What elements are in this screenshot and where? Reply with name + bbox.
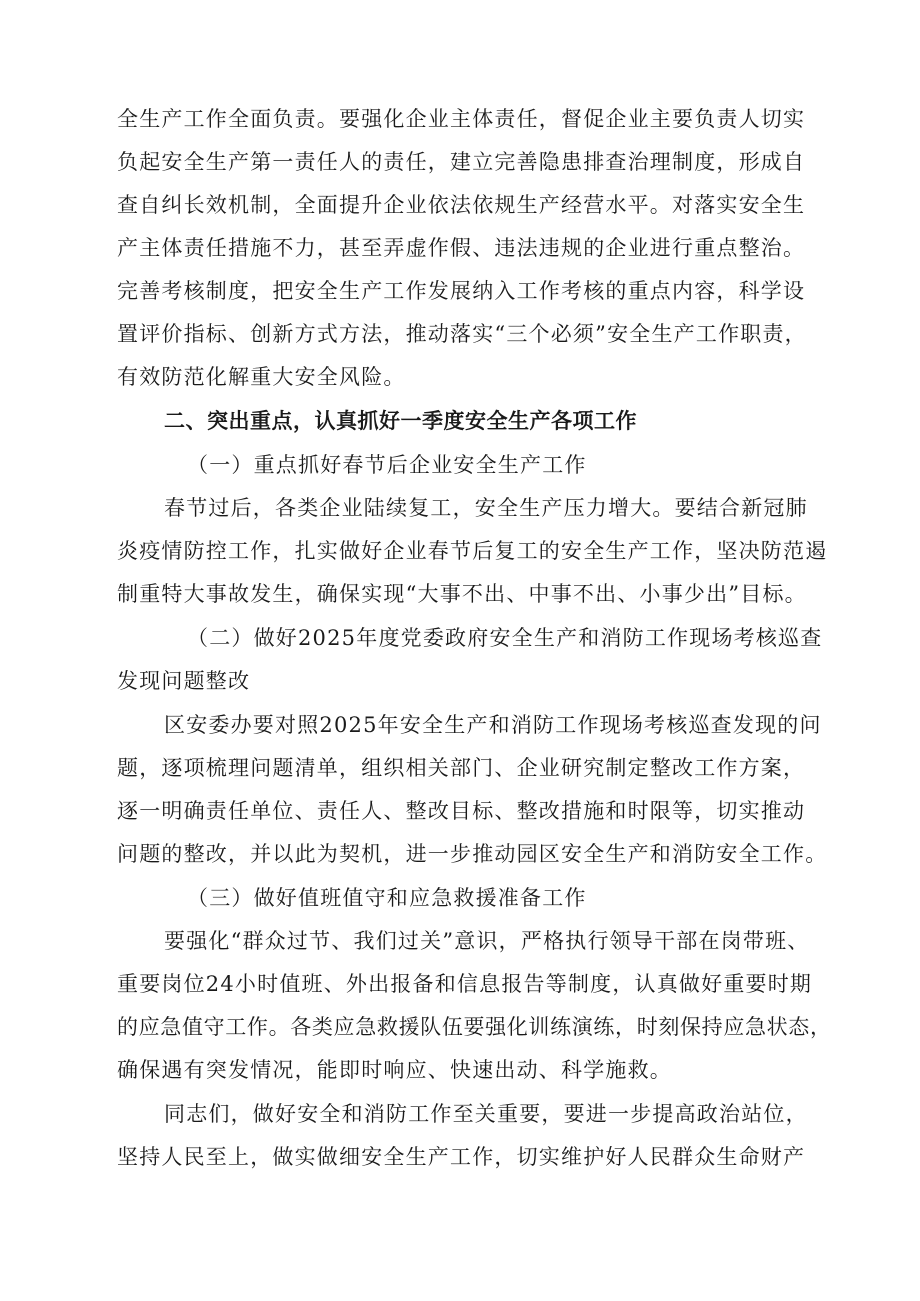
subsection-heading-2: （二）做好2025年度党委政府安全生产和消防工作现场考核巡查 xyxy=(187,626,823,650)
text-line: 置评价指标、创新方式方法，推动落实“三个必须”安全生产工作职责， xyxy=(117,322,807,346)
text-line: 制重特大事故发生，确保实现“大事不出、中事不出、小事少出”目标。 xyxy=(117,582,807,606)
text-line: 炎疫情防控工作，扎实做好企业春节后复工的安全生产工作，坚决防范遏 xyxy=(117,539,828,563)
text-line: 区安委办要对照2025年安全生产和消防工作现场考核巡查发现的问 xyxy=(164,713,822,737)
text-line: 重要岗位24小时值班、外出报备和信息报告等制度，认真做好重要时期 xyxy=(117,972,813,996)
text-line: 确保遇有突发情况，能即时响应、快速出动、科学施救。 xyxy=(117,1058,672,1082)
subsection-heading-1: （一）重点抓好春节后企业安全生产工作 xyxy=(187,453,587,477)
subsection-heading-2-cont: 发现问题整改 xyxy=(117,669,251,693)
text-line: 坚持人民至上，做实做细安全生产工作，切实维护好人民群众生命财产 xyxy=(117,1145,806,1169)
text-line: 要强化“群众过节、我们过关”意识，严格执行领导干部在岗带班、 xyxy=(164,929,810,953)
text-line: 春节过后，各类企业陆续复工，安全生产压力增大。要结合新冠肺 xyxy=(164,496,808,520)
text-line: 负起安全生产第一责任人的责任，建立完善隐患排查治理制度，形成自 xyxy=(117,150,806,174)
text-line: 题，逐项梳理问题清单，组织相关部门、企业研究制定整改工作方案， xyxy=(117,756,806,780)
text-line: 同志们，做好安全和消防工作至关重要，要进一步提高政治站位， xyxy=(164,1102,808,1126)
text-line: 全生产工作全面负责。要强化企业主体责任，督促企业主要负责人切实 xyxy=(117,107,806,131)
text-line: 查自纠长效机制，全面提升企业依法依规生产经营水平。对落实安全生 xyxy=(117,193,806,217)
text-line: 逐一明确责任单位、责任人、整改目标、整改措施和时限等，切实推动 xyxy=(117,799,806,823)
subsection-heading-3: （三）做好值班值守和应急救援准备工作 xyxy=(187,886,587,910)
text-line: 产主体责任措施不力，甚至弄虚作假、违法违规的企业进行重点整治。 xyxy=(117,236,806,260)
section-heading: 二、突出重点，认真抓好一季度安全生产各项工作 xyxy=(164,409,637,433)
text-line: 问题的整改，并以此为契机，进一步推动园区安全生产和消防安全工作。 xyxy=(117,842,828,866)
text-line: 的应急值守工作。各类应急救援队伍要强化训练演练，时刻保持应急状态， xyxy=(117,1015,832,1039)
text-line: 完善考核制度，把安全生产工作发展纳入工作考核的重点内容，科学设 xyxy=(117,279,806,303)
text-line: 有效防范化解重大安全风险。 xyxy=(117,365,406,389)
